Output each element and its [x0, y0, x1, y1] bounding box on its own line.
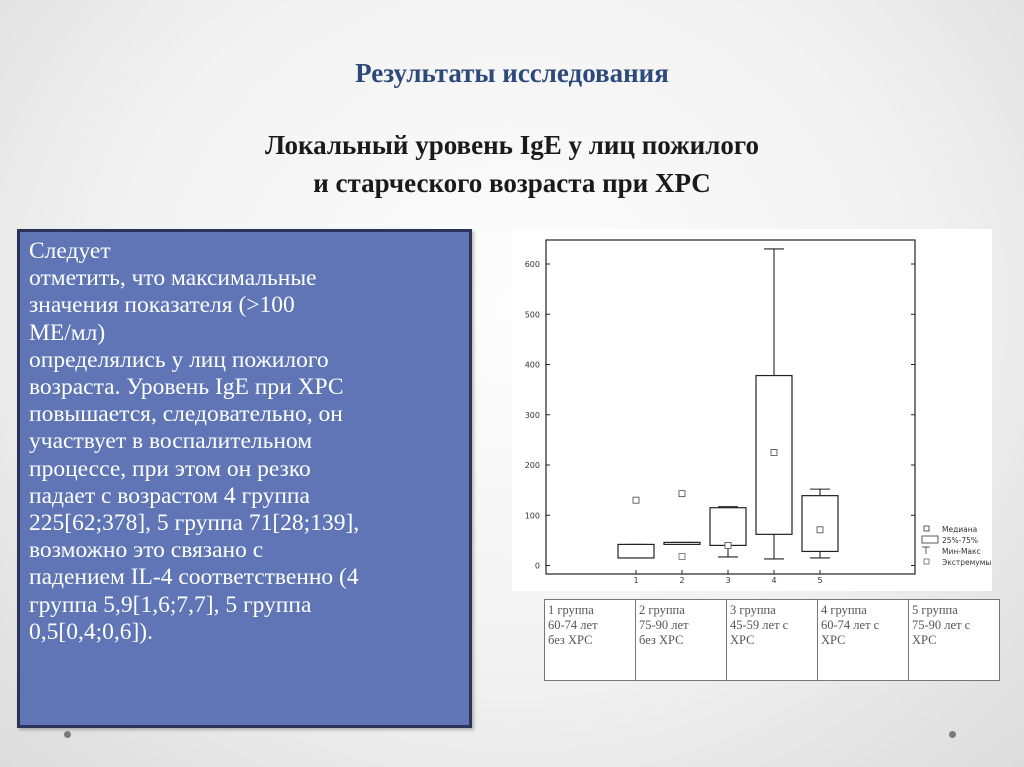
extreme-marker: [679, 553, 685, 559]
group-cell-line: ХРС: [912, 633, 937, 647]
subtitle-line: Локальный уровень IgE у лиц пожилого: [265, 130, 759, 160]
y-tick-label: 400: [524, 360, 540, 370]
x-tick-label: 1: [633, 576, 639, 585]
group-cell-1: [545, 600, 636, 681]
text-line: значения показателя (>100: [29, 292, 295, 319]
legend-extreme-symbol: [924, 559, 929, 564]
y-tick-label: 0: [534, 561, 540, 571]
group-cell-line: ХРС: [730, 633, 755, 647]
text-line: Следует: [29, 238, 111, 264]
text-line: 225[62;378], 5 группа 71[28;139],: [29, 510, 360, 537]
group-cell-line: без ХРС: [639, 633, 684, 647]
text-line: процессе, при этом он резко: [29, 455, 311, 482]
x-tick-label: 2: [679, 576, 685, 585]
y-tick-label: 500: [524, 310, 540, 320]
legend-label: Медиана: [942, 525, 978, 534]
x-tick-label: 4: [771, 576, 777, 585]
box-plot-panel: [512, 229, 992, 591]
group-cell-line: 75-90 лет: [639, 618, 689, 632]
group-cell-line: 2 группа: [639, 603, 685, 617]
text-line: возможно это связано с: [29, 537, 264, 564]
group-cell-3: [727, 600, 818, 681]
group-cell-line: ХРС: [821, 633, 846, 647]
text-line: участвует в воспалительном: [29, 428, 313, 455]
group-cell-line: 45-59 лет с: [730, 618, 789, 632]
y-tick-label: 200: [524, 461, 540, 470]
y-tick-label: 300: [524, 410, 540, 420]
nav-dot-right: [949, 731, 956, 738]
box-iqr: [618, 544, 654, 558]
group-cell-5: [909, 600, 1000, 681]
text-line: повышается, следовательно, он: [29, 401, 343, 428]
slide-subtitle: [0, 126, 1024, 202]
median-marker: [771, 449, 777, 455]
groups-table-row: [545, 600, 1000, 681]
group-cell-2: [636, 600, 727, 681]
text-line: отметить, что максимальные: [29, 265, 317, 292]
text-line: МЕ/мл): [29, 319, 106, 346]
y-tick-label: 600: [524, 260, 540, 269]
group-cell-line: 60-74 лет: [548, 618, 598, 632]
text-line: 0,5[0,4;0,6]).: [29, 618, 154, 645]
box-iqr: [664, 542, 700, 544]
nav-dot-left: [64, 731, 71, 738]
legend-label: Экстремумы: [942, 558, 992, 567]
text-line: падает с возрастом 4 группа: [29, 482, 310, 509]
legend-label: Мин-Макс: [942, 547, 981, 556]
median-marker: [679, 491, 685, 497]
group-cell-line: 5 группа: [912, 603, 958, 617]
median-marker: [633, 497, 639, 503]
y-tick-label: 100: [524, 511, 540, 521]
box-iqr: [710, 508, 746, 546]
text-line: возраста. Уровень IgE при ХРС: [29, 374, 344, 401]
group-cell-line: 1 группа: [548, 603, 594, 617]
subtitle-line: и старческого возраста при ХРС: [313, 168, 711, 198]
text-line: группа 5,9[1,6;7,7], 5 группа: [29, 591, 312, 618]
median-marker: [817, 527, 823, 533]
text-line: падением IL-4 соответственно (4: [29, 564, 359, 591]
slide-title: Результаты исследования: [355, 58, 669, 88]
x-tick-label: 5: [817, 576, 823, 585]
box-plot-chart: [512, 229, 992, 591]
legend-median-symbol: [924, 526, 929, 531]
x-tick-label: 3: [725, 576, 731, 585]
group-cell-line: 4 группа: [821, 603, 867, 617]
group-cell-4: [818, 600, 909, 681]
group-cell-line: 3 группа: [730, 603, 776, 617]
findings-textbox: [17, 229, 472, 728]
groups-table: [544, 599, 1000, 681]
median-marker: [725, 542, 731, 548]
box-iqr: [802, 496, 838, 552]
legend-label: 25%-75%: [942, 536, 979, 545]
legend-box-symbol: [922, 536, 938, 543]
group-cell-line: 60-74 лет с: [821, 618, 880, 632]
text-line: определялись у лиц пожилого: [29, 346, 329, 373]
group-cell-line: 75-90 лет с: [912, 618, 971, 632]
group-cell-line: без ХРС: [548, 633, 593, 647]
